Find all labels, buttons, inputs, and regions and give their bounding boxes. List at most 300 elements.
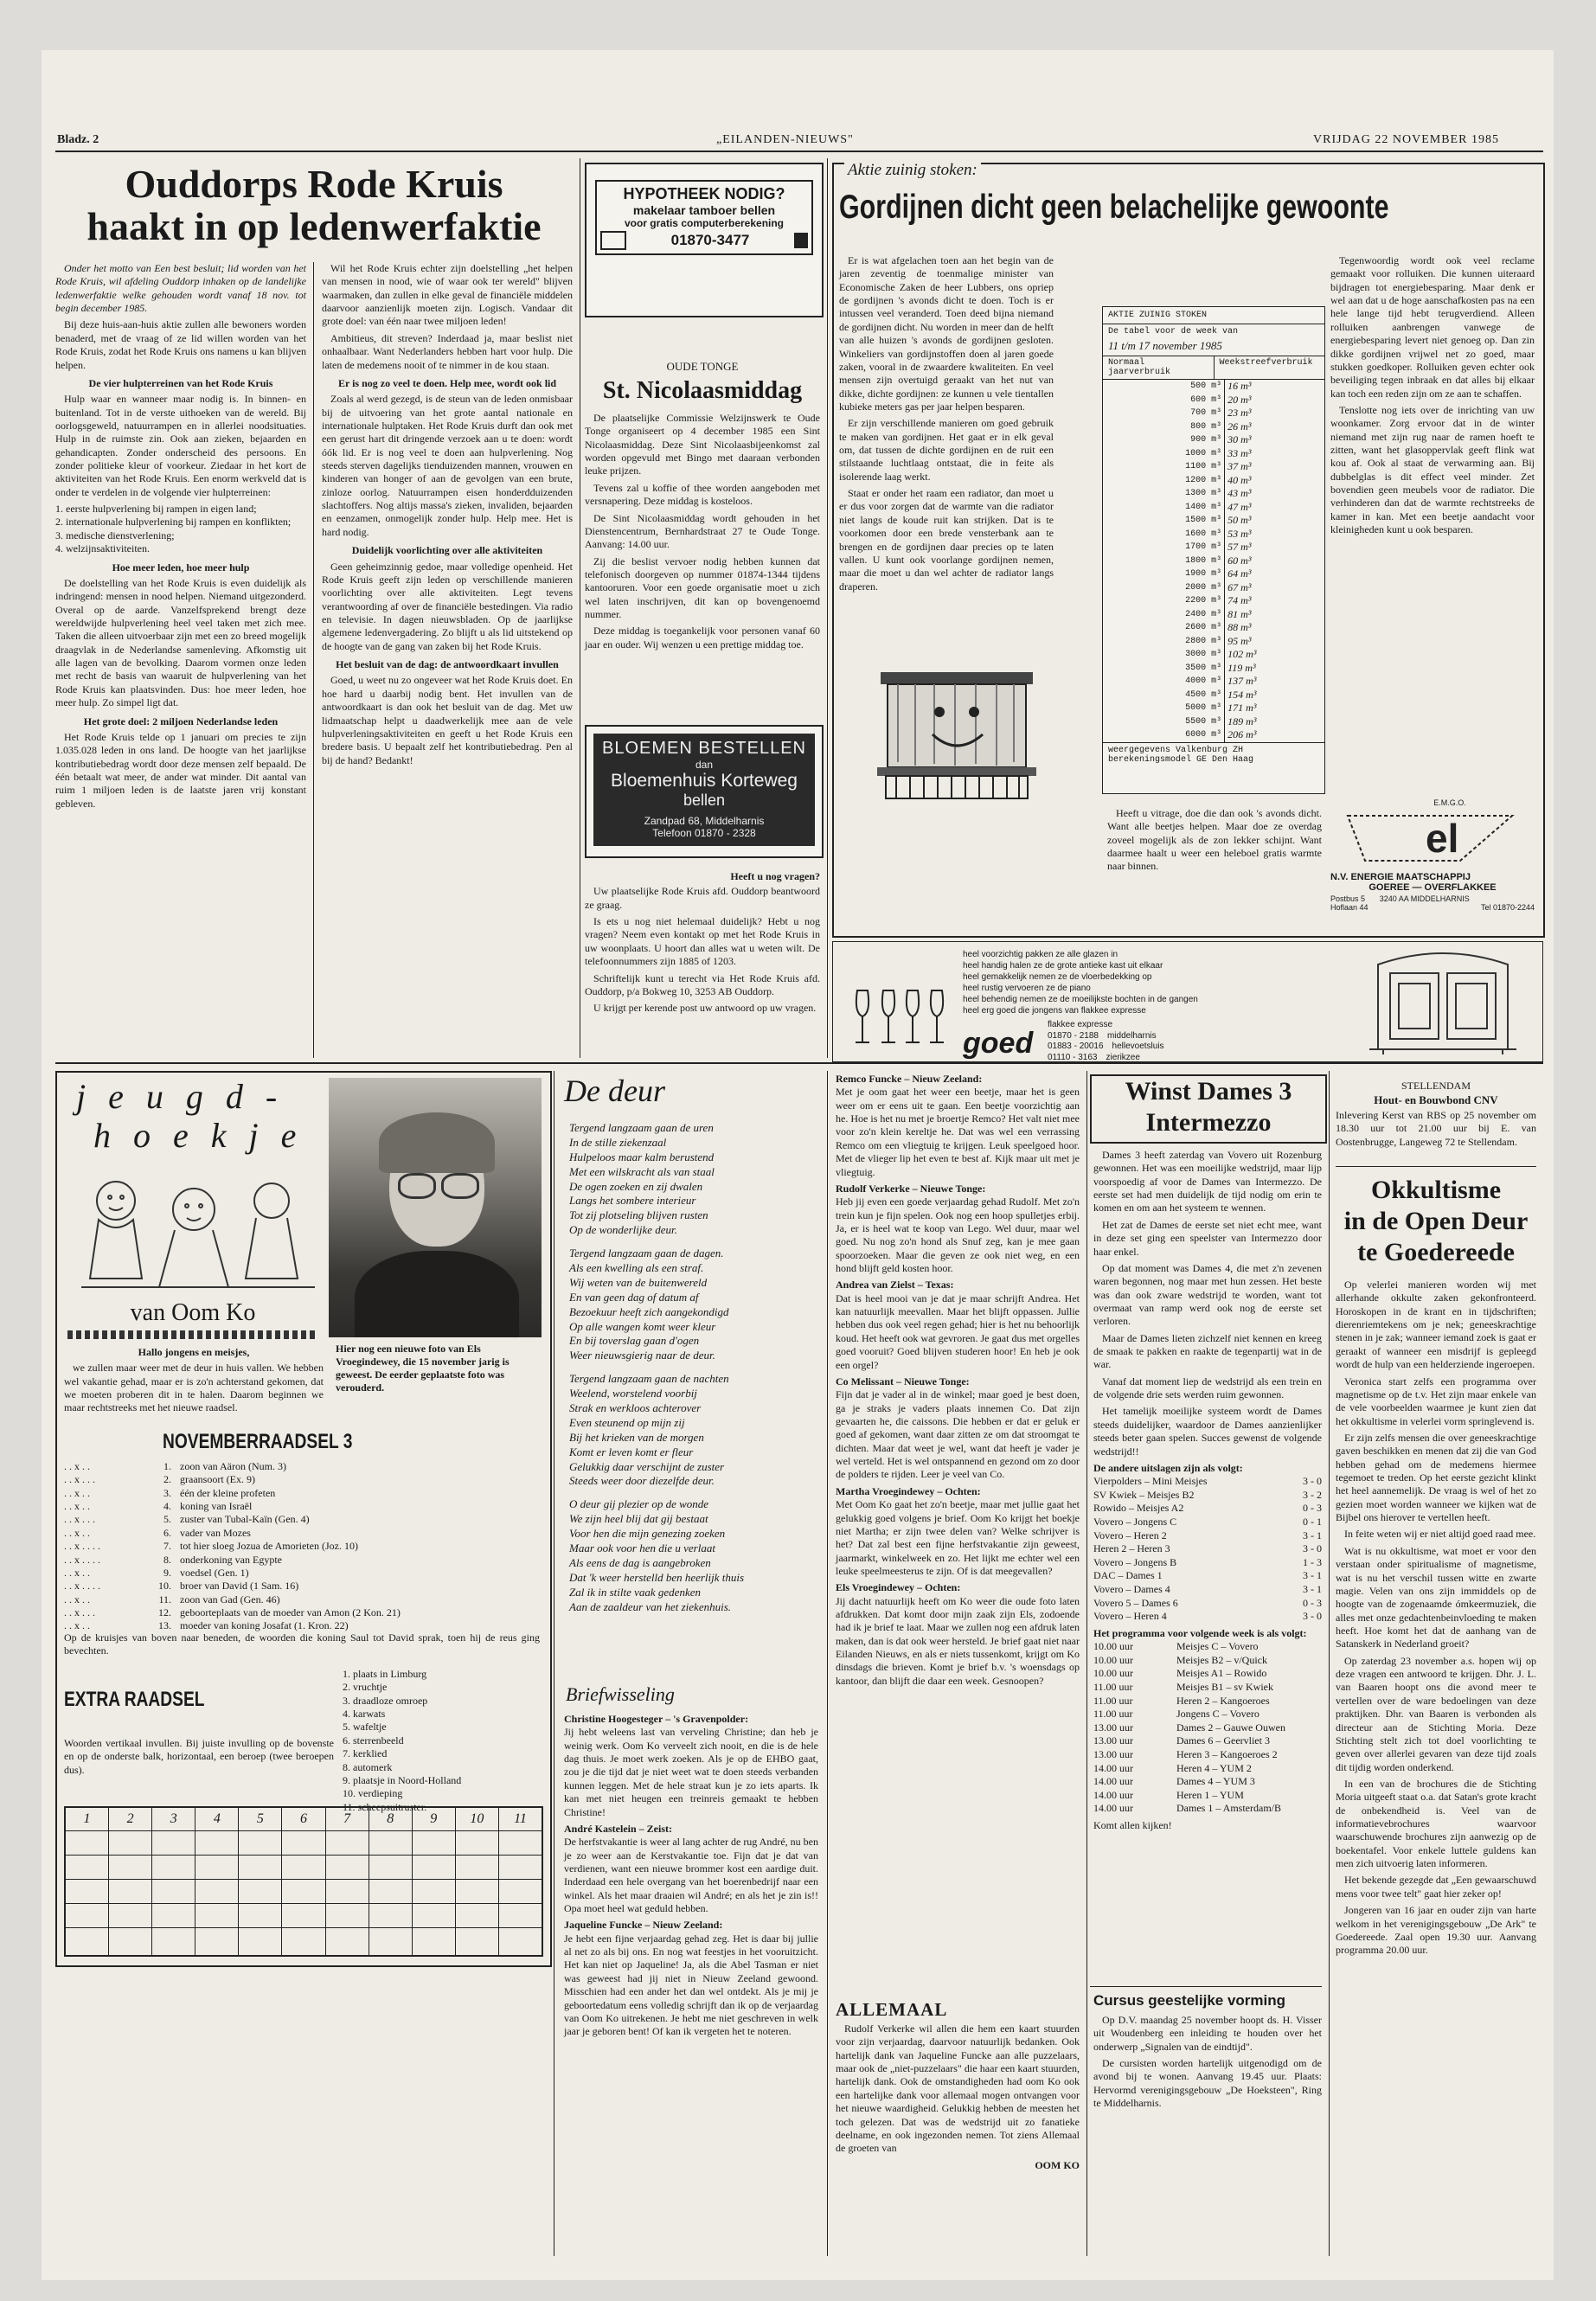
program-row xyxy=(1093,1789,1322,1803)
table-row xyxy=(1103,621,1324,635)
grid-cell[interactable] xyxy=(239,1904,281,1928)
letter-heading: Martha Vroegindewey – Ochten: xyxy=(836,1484,981,1497)
grid-cell[interactable] xyxy=(326,1831,369,1856)
headline-line: in de Open Deur xyxy=(1343,1207,1529,1235)
clue-text: vader van Mozes xyxy=(180,1526,251,1539)
letter-text: Dat is heel mooi van je dat je maar schrijft Andrea. Het kan natuurlijk meevallen. Maar het blijft oppassen. Jullie hebben dus ook veel regen gehad; hier is het nu behoorlijk koud. Het heeft ook wat gevroren. Je gaat dus met orgelles goed vooruit? Goed blijven studeren hoor! En heb je ook een orgel? xyxy=(836,1292,1080,1371)
headline-line: te Goedereede xyxy=(1357,1238,1515,1266)
house-icon xyxy=(794,233,808,248)
program-time: 13.00 uur xyxy=(1093,1747,1133,1760)
clue-pattern: . . x . . xyxy=(64,1500,90,1513)
program-time: 10.00 uur xyxy=(1093,1653,1133,1666)
ad-line: voor gratis computerberekening xyxy=(624,217,785,229)
paragraph: Onder het motto van Een best besluit; lid worden van het Rode Kruis, wil afdeling Ouddorp inhaken op de landelijke ledenwerfaktie welke gehouden wordt vanaf 18 nov. tot begin december 1985. xyxy=(55,262,306,315)
stook-table-box xyxy=(1102,306,1325,794)
table-row xyxy=(1103,487,1324,501)
grid-number: 10 xyxy=(456,1808,498,1831)
grid-number: 6 xyxy=(282,1808,324,1831)
clue-text: graansoort (Ex. 9) xyxy=(180,1473,255,1486)
program-match: Meisjes A1 – Rowido xyxy=(1176,1667,1267,1680)
hypotheek-ad xyxy=(585,163,824,317)
grid-column[interactable] xyxy=(282,1808,325,1955)
paragraph: Hulp waar en wanneer maar nodig is. In binnen- en buitenland. Tot in de verste uithoeken van de wereld. Bij oorlogsgeweld, natuurrampen en in allerlei noodsituaties. Hulp in de ruimste zin. Ook aan zieken, bejaarden en gehandicapten. Zonder onderscheid des persoons. En zonder politieke kleur of voorkeur. Ziedaar in het kort de aktiviteiten van het Rode Kruis. Een enorm werkveld dat is onder te verdelen in de volgende vier hulpterreinen: xyxy=(55,393,306,498)
paragraph: Tevens zal u koffie of thee worden aangeboden met versnapering. Deze middag is kosteloos. xyxy=(585,481,820,508)
table-row xyxy=(1103,433,1324,447)
grid-cell[interactable] xyxy=(66,1928,108,1952)
grid-cell[interactable] xyxy=(499,1856,542,1880)
paragraph: Er zijn zelfs mensen die over geneeskrachtige gaven beschikken en menen dat zij die van God hebben gehad om de medemens hiermee tegemoet te treden. Op het eerste gezicht klinkt het heel aannemelijk. De vraag is wel of het zo gezien moet worden wanneer we kijken wat de Bijbel ons hierover te vertellen heeft. xyxy=(1336,1431,1536,1524)
result-match: Vovero 5 – Dames 6 xyxy=(1093,1596,1178,1609)
table-cell: 2000 m³ xyxy=(1103,581,1225,595)
letter-heading: Jaqueline Funcke – Nieuw Zeeland: xyxy=(564,1919,723,1932)
clue-text: zuster van Tubal-Kaïn (Gen. 4) xyxy=(180,1513,310,1526)
grid-cell[interactable] xyxy=(66,1831,108,1856)
bloemen-ad xyxy=(585,725,824,858)
table-cell: 1800 m³ xyxy=(1103,554,1225,568)
photo-els-vroegindewey xyxy=(329,1078,542,1337)
table-row xyxy=(1103,594,1324,608)
program-time: 14.00 uur xyxy=(1093,1802,1133,1815)
result-row xyxy=(1093,1610,1322,1624)
glasses-icon xyxy=(398,1173,436,1199)
grid-cell[interactable] xyxy=(152,1904,195,1928)
program-match: Dames 1 – Amsterdam/B xyxy=(1176,1802,1281,1815)
headline-line-1: Ouddorps Rode Kruis xyxy=(125,162,503,206)
grid-cell[interactable] xyxy=(109,1928,151,1952)
table-row xyxy=(1103,447,1324,461)
paragraph: Staat er onder het raam een radiator, dan moet u er dus voor zorgen dat de warmte van die radiator niet langs de koude ruit kan strijken. Dat is te voorkomen door een brede vensterbank aan te brengen en de gordijnen daar precies op te laten vallen. U kunt ook voorlange gordijnen nemen, maar die moet u dan wel achter de radiator langs draperen. xyxy=(839,487,1054,593)
result-match: Vovero – Jongens C xyxy=(1093,1516,1177,1529)
grid-cell[interactable] xyxy=(413,1856,455,1880)
clue-number: 1. xyxy=(163,1460,171,1472)
poem-stanza: Tergend langzaam gaan de uren In de stille ziekenzaal Hulpeloos maar kalm berustend Met een wilskracht als van staal De ogen zoeken en zij dwalen Langs het sombere interieur Tot zij plotseling blijven rusten Op de wonderlijke deur. xyxy=(569,1121,715,1237)
clue-pattern: . . x . . . xyxy=(64,1473,95,1486)
table-row xyxy=(1103,567,1324,581)
program-time: 14.00 uur xyxy=(1093,1775,1133,1788)
grid-column[interactable] xyxy=(456,1808,499,1955)
result-match: DAC – Dames 1 xyxy=(1093,1569,1163,1582)
grid-cell[interactable] xyxy=(456,1928,498,1952)
raadsel-clue-list xyxy=(64,1460,540,1633)
grid-cell[interactable] xyxy=(413,1928,455,1952)
cursus-title: Cursus geestelijke vorming xyxy=(1093,1992,1286,2009)
grid-cell[interactable] xyxy=(282,1928,324,1952)
grid-cell[interactable] xyxy=(239,1831,281,1856)
paragraph: Rudolf Verkerke wil allen die hem een kaart stuurden voor zijn verjaardag, daarvoor natuurlijk bedanken. Ook hartelijk dank van Jaqueline Funcke aan alle puzzelaars, maar ook de „niet-puzzelaars" die haar een kaart stuurden, hartelijk dank. Ook de omstandigheden had oom Ko ook een hartelijke dank voor allemaal mogen ontvangen voor het nieuwe waardigheid. Gelukkig hebben de meesten het toch gelezen. Dat was de wedstrijd uit zo fanatieke deelname, en ook ingezonden nemen. Tot ziens Allemaal de groeten van xyxy=(836,2022,1080,2155)
raadsel-clue xyxy=(64,1500,540,1513)
table-row xyxy=(1103,608,1324,622)
program-time: 11.00 uur xyxy=(1093,1694,1133,1707)
grid-cell[interactable] xyxy=(456,1904,498,1928)
program-match: Jongens C – Vovero xyxy=(1176,1708,1259,1721)
table-cell: 5000 m³ xyxy=(1103,702,1225,715)
issue-date: VRIJDAG 22 NOVEMBER 1985 xyxy=(1313,133,1499,146)
result-score: 3 - 1 xyxy=(1303,1583,1322,1596)
table-cell: 137 m³ xyxy=(1227,675,1257,688)
briefwisseling-col-2 xyxy=(836,1073,1080,1691)
table-cell: 2600 m³ xyxy=(1103,621,1225,635)
grid-cell[interactable] xyxy=(499,1880,542,1904)
grid-cell[interactable] xyxy=(152,1928,195,1952)
page-number: Bladz. 2 xyxy=(57,133,99,146)
grid-column[interactable] xyxy=(326,1808,369,1955)
raadsel-clue xyxy=(64,1606,540,1619)
table-row xyxy=(1103,581,1324,595)
result-row xyxy=(1093,1529,1322,1543)
grid-cell[interactable] xyxy=(499,1831,542,1856)
grid-number: 4 xyxy=(195,1808,238,1831)
table-cell: 64 m³ xyxy=(1227,567,1252,580)
antique-cabinet-illustration xyxy=(1352,947,1534,1056)
paragraph: Geen geheimzinnig gedoe, maar volledige openheid. Het Rode Kruis geeft zijn leden op verschillende manieren voorlichting over alle aktiviteiten. Legt tevens verantwoording af over de financiële bestedingen. Via radio en televisie. In dagen nieuwsbladen. Op de jaarlijkse algemene ledenvergadering. Zo blijft u als lid uitstekend op de hoogte van de gang van zaken bij het Rode Kruis. xyxy=(322,560,573,652)
grid-cell[interactable] xyxy=(413,1880,455,1904)
table-cell: 16 m³ xyxy=(1227,380,1252,393)
result-match: Rowido – Meisjes A2 xyxy=(1093,1502,1184,1515)
paragraph: Het zat de Dames de eerste set niet echt mee, want in deze set ging een speelster van Intermezzo door haar enkel. xyxy=(1093,1218,1322,1258)
grid-cell[interactable] xyxy=(282,1880,324,1904)
grid-cell[interactable] xyxy=(66,1904,108,1928)
title-line: h o e k j e xyxy=(93,1115,304,1155)
letter-text: Fijn dat je vader al in de winkel; maar goed je best doen, ga je straks je vaders plaats innemen Co. Dat zijn gevaarten he, die caissons. Die hebben er dat er geluk er goed af gekomen, want daar zitten ze om dat stroomgat te dichten. Maar dat weet je wel, want dat heeft je vader je wel verteld. Het is wel ontspannend en gezond om zo door de polders te rijden. Leer je veel van Co. xyxy=(836,1388,1080,1481)
program-time: 10.00 uur xyxy=(1093,1667,1133,1680)
table-cell: 74 m³ xyxy=(1227,594,1252,607)
stellendam-title: Hout- en Bouwbond CNV xyxy=(1374,1093,1498,1106)
rodekruis-headline xyxy=(55,163,573,247)
subheading: Duidelijk voorlichting over alle aktiviteiten xyxy=(351,544,543,557)
grid-number: 9 xyxy=(413,1808,455,1831)
table-cell: 26 m³ xyxy=(1227,420,1252,433)
grid-cell[interactable] xyxy=(369,1928,412,1952)
grid-cell[interactable] xyxy=(109,1880,151,1904)
grid-cell[interactable] xyxy=(152,1856,195,1880)
grid-number: 7 xyxy=(326,1808,369,1831)
paragraph: Wat is nu okkultisme, wat moet er voor den verstaan onder spiritualisme of magnetisme, wat is nu het verschil tussen witte en zwarte magie. Velen van ons zijn immiddels op de hoogte van de zogenaamde ómkeermuziek, die alles met onze gedachtenbeinvloeding te maken heeft. Hoe komt het dat de aanhang van de Satanskerk in Nederland groeit? xyxy=(1336,1544,1536,1650)
grid-cell[interactable] xyxy=(152,1831,195,1856)
subheading: Hoe meer leden, hoe meer hulp xyxy=(112,561,250,574)
clue-text: 8. automerk xyxy=(343,1760,393,1773)
clue-number: 5. xyxy=(163,1513,171,1526)
clue-pattern: . . x . . . . xyxy=(64,1580,100,1593)
grid-column[interactable] xyxy=(66,1808,109,1955)
grid-column[interactable] xyxy=(152,1808,195,1955)
table-row xyxy=(1103,407,1324,420)
grid-cell[interactable] xyxy=(369,1856,412,1880)
photo-hair xyxy=(379,1112,495,1173)
clue-number: 4. xyxy=(163,1500,171,1513)
paragraph: De cursisten worden hartelijk uitgenodigd om de avond bij te wonen. Aanvang 19.45 uur. Plaats: Hervormd verenigingsgebouw „De Hoeksteen", Ring te Middelharnis. xyxy=(1093,2057,1322,2110)
letter-heading: Remco Funcke – Nieuw Zeeland: xyxy=(836,1073,983,1085)
program-time: 10.00 uur xyxy=(1093,1640,1133,1653)
grid-column[interactable] xyxy=(499,1808,542,1955)
list-item: 1. eerste hulpverlening bij rampen in eigen land; xyxy=(55,503,257,516)
paragraph: In een van de brochures die de Stichting Moria uitgeeft staat o.a. dat Satan's grote kracht de onbekendheid is. Veel van de informatievebrochures waarvoor waarschuwende brochures zijn aanwezig op de boekentafel. Voor enkele luttele guldens kan men zich uitvoerig laten informeren. xyxy=(1336,1777,1536,1870)
paragraph: Uw plaatselijke Rode Kruis afd. Ouddorp beantwoord ze graag. xyxy=(585,885,820,911)
dames-headline: Intermezzo xyxy=(1145,1108,1272,1137)
ad-phone: 01883 - 20016 xyxy=(1048,1042,1104,1051)
table-cell: 53 m³ xyxy=(1227,527,1252,540)
grid-cell[interactable] xyxy=(66,1880,108,1904)
subheading: Het besluit van de dag: de antwoordkaart invullen xyxy=(336,658,559,671)
program-match: Meisjes B2 – v/Quick xyxy=(1176,1653,1267,1666)
clue-number: 13. xyxy=(158,1619,171,1632)
vragen-heading: Heeft u nog vragen? xyxy=(730,870,820,882)
clue-text: 5. wafeltje xyxy=(343,1721,387,1734)
grid-cell[interactable] xyxy=(239,1880,281,1904)
program-match: Dames 4 – YUM 3 xyxy=(1176,1775,1255,1788)
paragraph: Op D.V. maandag 25 november hoopt ds. H. Visser uit Woudenberg een inleiding te houden over het onderwerp „Signalen van de eindtijd". xyxy=(1093,2014,1322,2053)
table-week: 11 t/m 17 november 1985 xyxy=(1103,339,1324,356)
extra-raadsel-title: EXTRA RAADSEL xyxy=(64,1688,205,1711)
extra-raadsel-clues xyxy=(343,1668,542,1814)
emgo-name: GOEREE — OVERFLAKKEE xyxy=(1368,882,1497,893)
table-cell: 20 m³ xyxy=(1227,393,1252,406)
table-cell: 1700 m³ xyxy=(1103,541,1225,554)
grid-cell[interactable] xyxy=(282,1831,324,1856)
grid-cell[interactable] xyxy=(456,1880,498,1904)
table-row xyxy=(1103,380,1324,394)
grid-cell[interactable] xyxy=(195,1880,238,1904)
paragraph: Vanaf dat moment liep de wedstrijd als een trein en de volgende drie sets werden ruim gewonnen. xyxy=(1093,1375,1322,1401)
ad-firm: flakkee expresse xyxy=(1048,1020,1113,1029)
result-row xyxy=(1093,1569,1322,1583)
table-cell: 3500 m³ xyxy=(1103,662,1225,676)
clue-pattern: . . x . . . xyxy=(64,1513,95,1526)
ad-headline: HYPOTHEEK NODIG? xyxy=(623,185,785,202)
paragraph: De doelstelling van het Rode Kruis is even duidelijk als indringend: mensen in nood helpen. Niemand uitgezonderd. Overal op de aarde. Vanzelfsprekend brengt deze wereldwijde hulpverlening heel veel taken met zich mee. Taken die alleen uitvoerbaar zijn met een zo breed mogelijk draagvlak in de Nederlandse samenleving. Afkomstig uit alle lagen van de bevolking. Daarom vormen onze leden met recht de basis van waaruit de hulpverlening van het Rode Kruis kan plaatsvinden. Dus: hoe meer leden, hoe meer hulp. Zo simpel ligt dat. xyxy=(55,576,306,709)
grid-cell[interactable] xyxy=(282,1856,324,1880)
raadsel-clue xyxy=(64,1513,540,1526)
table-cell: 1900 m³ xyxy=(1103,567,1225,581)
clue-text: 10. verdieping xyxy=(343,1787,403,1800)
ad-phone: 01110 - 3163 xyxy=(1048,1052,1098,1062)
grid-cell[interactable] xyxy=(152,1880,195,1904)
table-cell: 4500 m³ xyxy=(1103,689,1225,702)
poem-stanza: O deur gij plezier op de wonde We zijn heel blij dat gij bestaat Voor hen die mijn genezing zoeken Maar ook voor hen die u verlaat Als eens de dag is aangebroken Dat 'k weer herstelld ben heerlijk thuis Zal ik in stilte vaak gedenken Aan de zaaldeur van het ziekenhuis. xyxy=(569,1497,745,1613)
nicolaas-headline: St. Nicolaasmiddag xyxy=(602,377,803,404)
program-row xyxy=(1093,1802,1322,1816)
table-row xyxy=(1103,662,1324,676)
program-heading: Het programma voor volgende week is als volgt: xyxy=(1093,1626,1307,1639)
extra-raadsel-grid xyxy=(64,1806,543,1957)
raadsel-clue xyxy=(64,1540,540,1553)
grid-cell[interactable] xyxy=(326,1928,369,1952)
program-time: 13.00 uur xyxy=(1093,1721,1133,1734)
allemaal-body xyxy=(836,2022,1080,2172)
paragraph: Het bekende gezegde dat „Een gewaarschuwd mens voor twee telt" gaat hier zeker op! xyxy=(1336,1874,1536,1900)
stook-table xyxy=(1103,380,1324,742)
letter-text: Met Oom Ko gaat het zo'n beetje, maar met jullie gaat het gelukkig goed volgens je brief. Oom Ko krijgt het boekje niet Martha; er zijn twee delen van? Welke schrijver is het? Dat zal best een fijne herfstvakantie zijn geweest, jaarmarkt, winkelweek en zo. Het lijkt me echter wel een leuke speelmeesterus te zijn. Of is dat meegevallen? xyxy=(836,1498,1080,1577)
paragraph: Op dat moment was Dames 4, die met z'n zevenen waren begonnen, nog maar met hun zessen. Het beste was dan ook zware wedstrijd te worden, want tot overmaat van ramp werd ook nog de eerste set verloren. xyxy=(1093,1261,1322,1328)
result-score: 3 - 2 xyxy=(1303,1488,1322,1501)
clue-text: koning van Israël xyxy=(180,1500,253,1513)
jeugdhoekje-intro xyxy=(64,1346,324,1419)
paragraph: Deze middag is toegankelijk voor personen vanaf 60 jaar en ouder. Wij wenzen u een prettige middag toe. xyxy=(585,625,820,651)
results-heading: De andere uitslagen zijn als volgt: xyxy=(1093,1461,1243,1474)
grid-cell[interactable] xyxy=(109,1831,151,1856)
table-cell: 57 m³ xyxy=(1227,541,1252,554)
table-cell: 1600 m³ xyxy=(1103,528,1225,542)
clue-number: 12. xyxy=(158,1606,171,1618)
table-cell: 40 m³ xyxy=(1227,473,1252,486)
subheading: Het grote doel: 2 miljoen Nederlandse leden xyxy=(83,715,279,727)
table-header-cell: Normaal jaarverbruik xyxy=(1103,356,1215,379)
newspaper-name: „EILANDEN-NIEUWS" xyxy=(716,133,854,146)
clue-text: 9. plaatsje in Noord-Holland xyxy=(343,1773,462,1786)
paragraph: Jongeren van 16 jaar en ouder zijn van harte welkom in het verenigingsgebouw „De Ark" te Goedereede. Zaal open 19.30 uur. Aanvang programma 20.00 uur. xyxy=(1336,1904,1536,1957)
clue-pattern: . . x . . xyxy=(64,1486,90,1499)
svg-text:el: el xyxy=(1426,816,1459,861)
paragraph: U krijgt per kerende post uw antwoord op uw vragen. xyxy=(593,1002,817,1015)
ad-line: heel voorzichtig pakken ze alle glazen in xyxy=(963,950,1118,959)
grid-cell[interactable] xyxy=(456,1831,498,1856)
ad-line: heel handig halen ze de grote antieke kast uit elkaar xyxy=(963,961,1163,971)
raadsel-note: Op de kruisjes van boven naar beneden, de woorden die koning Saul tot David sprak, toen hij de reus ging bevechten. xyxy=(64,1631,540,1657)
clue-number: 3. xyxy=(163,1486,171,1499)
grid-column[interactable] xyxy=(239,1808,282,1955)
extra-raadsel-text: Woorden vertikaal invullen. Bij juiste invulling op de bovenste en op de onderste balk, horizontaal, een beroep (twee beroepen dus). xyxy=(64,1737,334,1776)
table-cell: 6000 m³ xyxy=(1103,728,1225,742)
clue-text: geboorteplaats van de moeder van Amon (2 Kon. 21) xyxy=(180,1606,401,1618)
grid-column[interactable] xyxy=(413,1808,456,1955)
grid-cell[interactable] xyxy=(413,1831,455,1856)
grid-cell[interactable] xyxy=(326,1880,369,1904)
clue-text: 7. kerklied xyxy=(343,1747,388,1760)
grid-cell[interactable] xyxy=(456,1856,498,1880)
program-row xyxy=(1093,1695,1322,1708)
gordijnen-col-1 xyxy=(839,254,1054,597)
table-cell: 88 m³ xyxy=(1227,621,1252,634)
grid-cell[interactable] xyxy=(66,1856,108,1880)
deur-poem xyxy=(569,1121,829,1624)
grid-cell[interactable] xyxy=(239,1856,281,1880)
paragraph: we zullen maar weer met de deur in huis vallen. We hebben wel vakantie gehad, maar er is zo'n achterstand gekomen, dat we moeten proberen dit in te halen. Daarom beginnen we maar rechtstreeks met het nieuwe raadsel. xyxy=(64,1362,324,1414)
gordijnen-col-2 xyxy=(1107,807,1322,877)
ad-line: heel rustig vervoeren ze de piano xyxy=(963,984,1091,993)
clue-pattern: . . x . . xyxy=(64,1460,90,1472)
grid-number: 1 xyxy=(66,1808,108,1831)
grid-cell[interactable] xyxy=(195,1928,238,1952)
program-row xyxy=(1093,1748,1322,1762)
program-row xyxy=(1093,1654,1322,1668)
result-match: Vovero – Dames 4 xyxy=(1093,1583,1170,1596)
clue-text: moeder van koning Josafat (1. Kron. 22) xyxy=(180,1619,349,1632)
emgo-phone: Tel 01870-2244 xyxy=(1480,903,1535,912)
program-list xyxy=(1093,1640,1322,1816)
grid-column[interactable] xyxy=(195,1808,239,1955)
clue-number: 9. xyxy=(163,1566,171,1579)
table-cell: 154 m³ xyxy=(1227,688,1257,701)
program-time: 11.00 uur xyxy=(1093,1708,1133,1721)
results-list xyxy=(1093,1475,1322,1624)
ad-line: heel behendig nemen ze de moeilijkste bochten in de gangen xyxy=(963,995,1198,1004)
grid-cell[interactable] xyxy=(326,1904,369,1928)
grid-cell[interactable] xyxy=(499,1928,542,1952)
emgo-address: 3240 AA MIDDELHARNIS xyxy=(1379,894,1470,903)
grid-cell[interactable] xyxy=(499,1904,542,1928)
letter-heading: Andrea van Zielst – Texas: xyxy=(836,1279,954,1292)
clue-pattern: . . x . . xyxy=(64,1593,90,1606)
decorative-border xyxy=(67,1330,318,1339)
grid-cell[interactable] xyxy=(369,1831,412,1856)
table-cell: 81 m³ xyxy=(1227,607,1252,620)
paragraph: De Sint Nicolaasmiddag wordt gehouden in het Dienstencentrum, Bernhardstraat 27 te Oude Tonge. Aanvang: 14.00 uur. xyxy=(585,511,820,551)
grid-cell[interactable] xyxy=(369,1904,412,1928)
headline-line: Okkultisme xyxy=(1370,1176,1502,1204)
grid-cell[interactable] xyxy=(109,1856,151,1880)
grid-cell[interactable] xyxy=(109,1904,151,1928)
ad-place: hellevoetsluis xyxy=(1112,1042,1164,1051)
letter-heading: Rudolf Verkerke – Nieuwe Tonge: xyxy=(836,1182,986,1195)
grid-cell[interactable] xyxy=(326,1856,369,1880)
closing-line: Komt allen kijken! xyxy=(1093,1818,1172,1831)
raadsel-clue xyxy=(64,1527,540,1540)
signature: OOM KO xyxy=(1035,2158,1080,2171)
clue-text: tot hier sloeg Jozua de Amorieten (Joz. 10) xyxy=(180,1540,358,1553)
program-match: Heren 2 – Kangoeroes xyxy=(1176,1694,1270,1707)
grid-cell[interactable] xyxy=(369,1880,412,1904)
grid-cell[interactable] xyxy=(239,1928,281,1952)
paragraph: Het Rode Kruis telde op 1 januari om precies te zijn 1.035.028 leden in ons land. De hoogte van het jaarlijkse kontributiebedrag wordt door deze mensen zelf bepaald. De één betaalt wat meer, de ander wat minder. Dit aantal van ruim 1 miljoen leden is de laatste jaren vrij konstant gebleven. xyxy=(55,730,306,810)
table-cell: 206 m³ xyxy=(1227,728,1257,741)
clue-number: 11. xyxy=(158,1593,171,1606)
grid-cell[interactable] xyxy=(282,1904,324,1928)
ad-place: middelharnis xyxy=(1106,1030,1157,1041)
grid-cell[interactable] xyxy=(195,1856,238,1880)
briefwisseling-col-1 xyxy=(564,1713,818,2042)
result-match: Vovero – Heren 4 xyxy=(1093,1610,1167,1623)
raadsel-clue xyxy=(64,1554,540,1567)
program-match: Meisjes C – Vovero xyxy=(1176,1640,1259,1653)
clue-number: 7. xyxy=(163,1540,171,1553)
table-cell: 2800 m³ xyxy=(1103,635,1225,649)
grid-column[interactable] xyxy=(369,1808,413,1955)
grid-number: 2 xyxy=(109,1808,151,1831)
table-cell: 600 m³ xyxy=(1103,394,1225,407)
grid-number: 8 xyxy=(369,1808,412,1831)
program-match: Heren 4 – YUM 2 xyxy=(1176,1761,1252,1774)
table-cell: 95 m³ xyxy=(1227,634,1252,647)
result-score: 3 - 1 xyxy=(1303,1529,1322,1541)
result-row xyxy=(1093,1542,1322,1556)
rodekruis-col-1 xyxy=(55,262,306,814)
result-match: Vierpolders – Mini Meisjes xyxy=(1093,1475,1208,1488)
table-cell: 47 m³ xyxy=(1227,500,1252,513)
grid-cell[interactable] xyxy=(195,1904,238,1928)
paragraph: Tegenwoordig wordt ook veel reclame gemaakt voor rolluiken. Die kunnen uiteraard bijdragen tot energiebesparing. Maar denk er wel aan dat u de hoge aanschafkosten pas na een hele lange tijd hebt terugverdiend. Alleen rolluiken aanbrengen vanwege de energiebesparing levert niet genoeg op. Dan zin dikke gordijnen vrijwel net zo goed, maar stukken goedkoper. Rolluiken geven echter ook beveiliging tegen inbraak en dat alles bij elkaar kan toch een reden zijn om ze aan te schaffen. xyxy=(1330,254,1535,400)
grid-cell[interactable] xyxy=(195,1831,238,1856)
table-cell: 37 m³ xyxy=(1227,460,1252,473)
poem-stanza: Tergend langzaam gaan de dagen. Als een kwelling als een straf. Wij weten van de buitenwereld En van geen dag of datum af Bezoekuur heeft zich aangekondigd Op alle wangen komt weer kleur En bij toverslag gaan d'ogen Weer nieuwsgierig naar de deur. xyxy=(569,1247,729,1362)
table-cell: 23 m³ xyxy=(1227,407,1252,420)
grid-cell[interactable] xyxy=(413,1904,455,1928)
table-row xyxy=(1103,394,1324,407)
grid-column[interactable] xyxy=(109,1808,152,1955)
result-match: Vovero – Jongens B xyxy=(1093,1555,1177,1568)
program-row xyxy=(1093,1734,1322,1748)
letter-heading: Christine Hoogesteger – 's Gravenpolder: xyxy=(564,1713,749,1725)
clue-text: één der kleine profeten xyxy=(180,1486,276,1499)
clue-pattern: . . x . . . xyxy=(64,1606,95,1618)
paragraph: Zoals al werd gezegd, is de steun van de leden onmisbaar bij de uitvoering van het grote aantal nationale en internationale hulptaken. Het Rode Kruis durft dan ook met een gerust hart dit dringende verzoek aan u te doen: wordt óók lid. Er is nog veel te doen aan hulpverlening. Nog steeds sterven dagelijks tienduizenden mannen, vrouwen en kinderen van honger of aan de gevolgen van een brute, zinloze oorlog. Natuurrampen eisen honderdduizenden slachtoffers. Nog altijs massa's zieken, invaliden, bejaarden en eenzamen, onmogelijk zonder hulp. Help mee. Het is hard nodig. xyxy=(322,393,573,538)
dames-headline-box xyxy=(1090,1074,1327,1144)
paragraph: Ambitieus, dit streven? Inderdaad ja, maar beslist niet onhaalbaar. Want Nederlanders hebben hart voor hulp. Die laten de medemens nooit of te nimmer in de kou staan. xyxy=(322,331,573,371)
letter-text: Jij dacht natuurlijk heeft om Ko weer die oude foto laten afdrukken. Dat komt door mijn zaak zijn Els, zodoende had ik je brief te laat. Maar we zullen nog een afdruk laten maken, dan is dat ook weer hersteld. Je brief gaat niet naar Eilanden Nieuws, en als er niets tussenkomt, krijgt om Ko dinsdags die brieven. Komt je brief b.v. 's woensdags op kantoor, dan blijft die daar een week. Gesnoopen? xyxy=(836,1594,1080,1687)
clue-text: zoon van Aäron (Num. 3) xyxy=(180,1460,286,1472)
table-cell: 1400 m³ xyxy=(1103,501,1225,515)
table-header-cell: Weekstreefverbruik xyxy=(1219,358,1313,368)
program-time: 14.00 uur xyxy=(1093,1761,1133,1774)
grid-number: 11 xyxy=(499,1808,542,1831)
